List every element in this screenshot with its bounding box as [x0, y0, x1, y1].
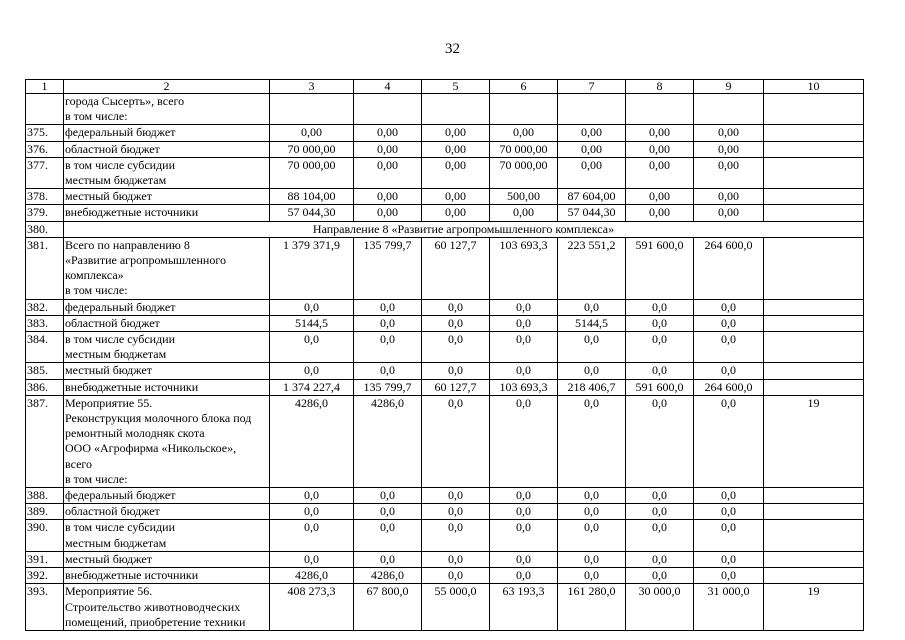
amount-cell: 4286,0	[270, 395, 354, 487]
amount-cell: 0,0	[626, 299, 694, 315]
amount-cell: 0,00	[422, 141, 490, 157]
amount-cell: 4286,0	[354, 568, 422, 584]
table-row	[26, 520, 864, 551]
amount-cell: 60 127,7	[422, 237, 490, 299]
description-line: областной бюджет	[65, 315, 160, 330]
amount-cell: 0,0	[354, 363, 422, 379]
amount-cell: 0,0	[626, 332, 694, 363]
amount-cell: 0,00	[694, 205, 764, 221]
amount-cell: 55 000,0	[422, 584, 490, 631]
row-description	[64, 125, 270, 141]
amount-cell: 0,00	[694, 189, 764, 205]
amount-cell: 0,0	[422, 332, 490, 363]
row-number: 384.	[26, 332, 64, 363]
description-line: в том числе субсидии	[65, 332, 176, 347]
reference-cell	[764, 205, 864, 221]
table-row	[26, 189, 864, 205]
amount-cell: 0,0	[270, 363, 354, 379]
page-number: 32	[445, 41, 460, 57]
row-number: 387.	[26, 395, 64, 487]
description-line: в том числе:	[65, 109, 128, 124]
amount-cell: 0,0	[490, 568, 558, 584]
row-number: 377.	[26, 157, 64, 188]
reference-cell	[764, 315, 864, 331]
amount-cell: 0,0	[626, 520, 694, 551]
row-description	[64, 520, 270, 551]
amount-cell: 103 693,3	[490, 379, 558, 395]
row-number: 393.	[26, 584, 64, 631]
reference-cell	[764, 363, 864, 379]
amount-cell: 0,0	[422, 568, 490, 584]
table-row	[26, 315, 864, 331]
amount-cell: 0,0	[270, 520, 354, 551]
description-line: местным бюджетам	[65, 173, 167, 188]
amount-cell: 500,00	[490, 189, 558, 205]
description-line: областной бюджет	[65, 504, 160, 519]
row-description	[64, 141, 270, 157]
amount-cell: 0,00	[354, 125, 422, 141]
amount-cell: 1 374 227,4	[270, 379, 354, 395]
table-row	[26, 363, 864, 379]
row-number: 376.	[26, 141, 64, 157]
row-description	[64, 395, 270, 487]
amount-cell: 0,0	[354, 520, 422, 551]
description-line: Мероприятие 55.	[65, 395, 153, 410]
amount-cell	[422, 94, 490, 125]
amount-cell: 0,0	[490, 488, 558, 504]
amount-cell	[626, 94, 694, 125]
amount-cell: 218 406,7	[558, 379, 626, 395]
amount-cell: 67 800,0	[354, 584, 422, 631]
amount-cell	[558, 94, 626, 125]
amount-cell: 0,0	[694, 488, 764, 504]
amount-cell: 0,00	[270, 125, 354, 141]
description-line: всего	[65, 456, 93, 471]
row-description	[64, 363, 270, 379]
description-line: Строительство животноводческих	[65, 599, 241, 614]
description-line: в том числе:	[65, 471, 128, 486]
amount-cell: 591 600,0	[626, 237, 694, 299]
amount-cell: 0,0	[694, 315, 764, 331]
row-number: 380.	[26, 221, 64, 237]
reference-cell	[764, 551, 864, 567]
reference-cell	[764, 504, 864, 520]
amount-cell: 264 600,0	[694, 237, 764, 299]
reference-cell	[764, 141, 864, 157]
amount-cell: 135 799,7	[354, 237, 422, 299]
row-description	[64, 205, 270, 221]
row-number: 378.	[26, 189, 64, 205]
reference-cell	[764, 332, 864, 363]
table-row	[26, 551, 864, 567]
row-description	[64, 568, 270, 584]
row-number	[26, 94, 64, 125]
row-number: 392.	[26, 568, 64, 584]
amount-cell: 0,0	[558, 363, 626, 379]
amount-cell: 30 000,0	[626, 584, 694, 631]
amount-cell: 0,0	[558, 299, 626, 315]
amount-cell: 0,00	[626, 205, 694, 221]
amount-cell: 0,00	[626, 125, 694, 141]
amount-cell: 0,0	[626, 551, 694, 567]
row-number: 383.	[26, 315, 64, 331]
table-row	[26, 568, 864, 584]
description-line: местным бюджетам	[65, 347, 167, 362]
amount-cell: 0,0	[490, 332, 558, 363]
row-description	[64, 332, 270, 363]
description-line: помещений, приобретение техники	[65, 614, 246, 629]
table-row	[26, 157, 864, 188]
column-header: 5	[422, 80, 490, 94]
row-description	[64, 488, 270, 504]
amount-cell: 0,0	[626, 488, 694, 504]
amount-cell: 1 379 371,9	[270, 237, 354, 299]
table-row	[26, 504, 864, 520]
amount-cell: 0,0	[558, 520, 626, 551]
column-header: 7	[558, 80, 626, 94]
amount-cell: 60 127,7	[422, 379, 490, 395]
reference-cell	[764, 189, 864, 205]
amount-cell: 0,00	[626, 157, 694, 188]
amount-cell: 0,0	[490, 395, 558, 487]
amount-cell: 0,0	[490, 363, 558, 379]
amount-cell: 0,0	[354, 299, 422, 315]
description-line: федеральный бюджет	[65, 488, 176, 503]
amount-cell: 0,0	[490, 299, 558, 315]
budget-table	[25, 79, 864, 631]
row-number: 382.	[26, 299, 64, 315]
reference-cell: 19	[764, 395, 864, 487]
amount-cell: 0,0	[694, 520, 764, 551]
column-header: 9	[694, 80, 764, 94]
description-line: Мероприятие 56.	[65, 584, 153, 599]
amount-cell: 0,0	[422, 363, 490, 379]
description-line: комплекса»	[65, 268, 124, 283]
row-description	[64, 315, 270, 331]
amount-cell: 0,0	[558, 488, 626, 504]
table-row	[26, 488, 864, 504]
amount-cell: 0,0	[270, 299, 354, 315]
amount-cell: 0,00	[558, 157, 626, 188]
description-line: федеральный бюджет	[65, 299, 176, 314]
header-row	[26, 80, 864, 94]
amount-cell: 0,0	[270, 332, 354, 363]
amount-cell: 0,00	[354, 189, 422, 205]
column-header: 6	[490, 80, 558, 94]
amount-cell: 0,0	[694, 551, 764, 567]
reference-cell	[764, 237, 864, 299]
table-row	[26, 395, 864, 487]
amount-cell: 0,0	[626, 315, 694, 331]
amount-cell: 70 000,00	[270, 141, 354, 157]
table-row	[26, 379, 864, 395]
amount-cell: 0,0	[558, 551, 626, 567]
description-line: «Развитие агропромышленного	[65, 253, 226, 268]
amount-cell: 70 000,00	[490, 157, 558, 188]
amount-cell: 0,00	[490, 125, 558, 141]
amount-cell: 0,00	[354, 205, 422, 221]
description-line: федеральный бюджет	[65, 125, 176, 140]
amount-cell: 5144,5	[270, 315, 354, 331]
description-line: местный бюджет	[65, 189, 152, 204]
row-description	[64, 504, 270, 520]
amount-cell: 88 104,00	[270, 189, 354, 205]
reference-cell	[764, 488, 864, 504]
amount-cell: 0,0	[354, 315, 422, 331]
amount-cell: 0,0	[490, 504, 558, 520]
amount-cell: 223 551,2	[558, 237, 626, 299]
amount-cell: 0,0	[694, 332, 764, 363]
amount-cell: 87 604,00	[558, 189, 626, 205]
amount-cell: 0,0	[422, 299, 490, 315]
table-row	[26, 584, 864, 631]
table-row	[26, 299, 864, 315]
amount-cell: 0,00	[694, 141, 764, 157]
row-description	[64, 584, 270, 631]
table-row	[26, 205, 864, 221]
row-description	[64, 551, 270, 567]
description-line: Всего по направлению 8	[65, 237, 190, 252]
amount-cell: 0,0	[270, 551, 354, 567]
amount-cell: 5144,5	[558, 315, 626, 331]
column-header: 3	[270, 80, 354, 94]
amount-cell: 0,0	[270, 488, 354, 504]
description-line: областной бюджет	[65, 141, 160, 156]
row-number: 379.	[26, 205, 64, 221]
amount-cell: 0,0	[558, 332, 626, 363]
row-description	[64, 299, 270, 315]
amount-cell: 0,0	[490, 520, 558, 551]
amount-cell: 0,00	[626, 189, 694, 205]
row-description	[64, 189, 270, 205]
row-number: 388.	[26, 488, 64, 504]
table-row	[26, 141, 864, 157]
amount-cell: 161 280,0	[558, 584, 626, 631]
row-number: 390.	[26, 520, 64, 551]
description-line: ремонтный молодняк скота	[65, 426, 205, 441]
amount-cell: 0,0	[558, 395, 626, 487]
description-line: в том числе субсидии	[65, 157, 176, 172]
amount-cell: 57 044,30	[270, 205, 354, 221]
reference-cell	[764, 520, 864, 551]
amount-cell: 0,0	[490, 551, 558, 567]
amount-cell: 0,00	[694, 125, 764, 141]
amount-cell: 0,0	[354, 504, 422, 520]
amount-cell: 0,0	[694, 363, 764, 379]
amount-cell: 31 000,0	[694, 584, 764, 631]
amount-cell: 0,0	[422, 551, 490, 567]
amount-cell: 0,0	[354, 332, 422, 363]
row-description	[64, 379, 270, 395]
section-row	[26, 221, 864, 237]
table-row	[26, 94, 864, 125]
reference-cell	[764, 94, 864, 125]
amount-cell: 0,00	[558, 141, 626, 157]
column-header: 2	[64, 80, 270, 94]
amount-cell: 0,00	[422, 189, 490, 205]
amount-cell: 0,0	[694, 299, 764, 315]
description-line: внебюджетные источники	[65, 379, 199, 394]
table-row	[26, 237, 864, 299]
description-line: города Сысерть», всего	[65, 94, 185, 108]
amount-cell: 0,00	[422, 157, 490, 188]
column-header: 8	[626, 80, 694, 94]
amount-cell: 0,00	[354, 141, 422, 157]
amount-cell: 0,0	[354, 488, 422, 504]
amount-cell: 0,0	[354, 551, 422, 567]
amount-cell: 70 000,00	[270, 157, 354, 188]
amount-cell	[694, 94, 764, 125]
amount-cell: 0,0	[626, 363, 694, 379]
row-description	[64, 157, 270, 188]
amount-cell: 0,00	[490, 205, 558, 221]
amount-cell: 0,0	[626, 395, 694, 487]
amount-cell	[270, 94, 354, 125]
amount-cell: 0,0	[558, 504, 626, 520]
amount-cell: 0,00	[354, 157, 422, 188]
description-line: ООО «Агрофирма «Никольское»,	[65, 441, 237, 456]
description-line: внебюджетные источники	[65, 568, 199, 583]
amount-cell: 0,0	[490, 315, 558, 331]
section-title: Направление 8 «Развитие агропромышленного комплекса»	[64, 221, 864, 237]
amount-cell: 135 799,7	[354, 379, 422, 395]
amount-cell: 0,0	[422, 488, 490, 504]
row-number: 375.	[26, 125, 64, 141]
amount-cell: 0,0	[422, 520, 490, 551]
amount-cell: 0,0	[694, 568, 764, 584]
row-number: 386.	[26, 379, 64, 395]
reference-cell	[764, 125, 864, 141]
reference-cell: 19	[764, 584, 864, 631]
amount-cell: 0,0	[422, 315, 490, 331]
amount-cell: 0,00	[422, 205, 490, 221]
description-line: в том числе:	[65, 283, 128, 298]
column-header: 4	[354, 80, 422, 94]
column-header: 10	[764, 80, 864, 94]
description-line: местный бюджет	[65, 363, 152, 378]
amount-cell: 0,00	[626, 141, 694, 157]
description-line: в том числе субсидии	[65, 520, 176, 535]
amount-cell: 0,00	[558, 125, 626, 141]
amount-cell: 0,00	[694, 157, 764, 188]
row-description	[64, 94, 270, 125]
amount-cell: 63 193,3	[490, 584, 558, 631]
amount-cell: 0,0	[626, 504, 694, 520]
amount-cell: 0,0	[626, 568, 694, 584]
description-line: Реконструкция молочного блока под	[65, 411, 252, 426]
amount-cell: 0,0	[422, 504, 490, 520]
table-row	[26, 332, 864, 363]
amount-cell	[354, 94, 422, 125]
amount-cell	[490, 94, 558, 125]
amount-cell: 70 000,00	[490, 141, 558, 157]
column-header: 1	[26, 80, 64, 94]
reference-cell	[764, 299, 864, 315]
amount-cell: 0,0	[694, 395, 764, 487]
amount-cell: 57 044,30	[558, 205, 626, 221]
amount-cell: 591 600,0	[626, 379, 694, 395]
table-row	[26, 125, 864, 141]
amount-cell: 4286,0	[270, 568, 354, 584]
reference-cell	[764, 379, 864, 395]
amount-cell: 0,0	[270, 504, 354, 520]
description-line: местный бюджет	[65, 551, 152, 566]
row-number: 391.	[26, 551, 64, 567]
row-number: 389.	[26, 504, 64, 520]
reference-cell	[764, 157, 864, 188]
description-line: внебюджетные источники	[65, 205, 199, 220]
row-number: 381.	[26, 237, 64, 299]
description-line: местным бюджетам	[65, 535, 167, 550]
amount-cell: 0,00	[422, 125, 490, 141]
row-number: 385.	[26, 363, 64, 379]
amount-cell: 408 273,3	[270, 584, 354, 631]
amount-cell: 103 693,3	[490, 237, 558, 299]
amount-cell: 0,0	[694, 504, 764, 520]
amount-cell: 0,0	[422, 395, 490, 487]
amount-cell: 0,0	[558, 568, 626, 584]
amount-cell: 264 600,0	[694, 379, 764, 395]
amount-cell: 4286,0	[354, 395, 422, 487]
reference-cell	[764, 568, 864, 584]
row-description	[64, 237, 270, 299]
